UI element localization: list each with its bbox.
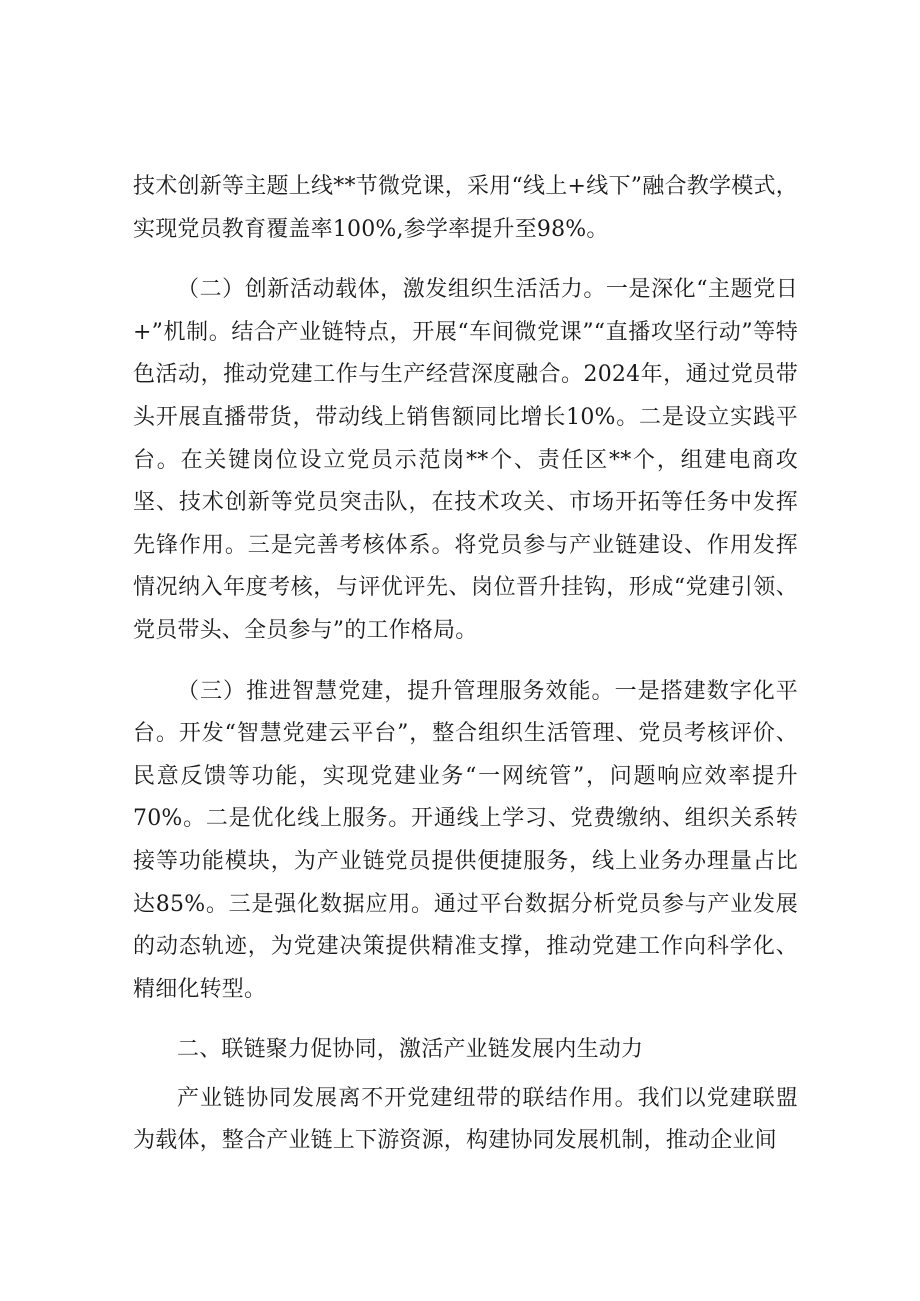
document-body — [133, 166, 798, 1163]
paragraph-continuation: 技术创新等主题上线**节微党课，采用“线上+线下”融合教学模式，实现党员教育覆盖率100%,参学率提升至98%。 — [133, 174, 798, 242]
paragraph-section-3: （三）推进智慧党建，提升管理服务效能。一是搭建数字化平台。开发“智慧党建云平台”，整合组织生活管理、党员考核评价、民意反馈等功能，实现党建业务“一网统管”，问题响应效率提升70%。二是优化线上服务。开通线上学习、党费缴纳、组织关系转接等功能模块，为产业链党员提供便捷服务，线上业务办理量占比达85%。三是强化数据应用。通过平台数据分析党员参与产业发展的动态轨迹，为党建决策提供精准支撑，推动党建工作向科学化、精细化转型。 — [133, 678, 798, 1002]
paragraph-section-2: （二）创新活动载体，激发组织生活活力。一是深化“主题党日+”机制。结合产业链特点，开展“车间微党课”“直播攻坚行动”等特色活动，推动党建工作与生产经营深度融合。2024年，通过党员带头开展直播带货，带动线上销售额同比增长10%。二是设立实践平台。在关键岗位设立党员示范岗**个、责任区**个，组建电商攻坚、技术创新等党员突击队，在技术攻关、市场开拓等任务中发挥先锋作用。三是完善考核体系。将党员参与产业链建设、作用发挥情况纳入年度考核，与评优评先、岗位晋升挂钩，形成“党建引领、党员带头、全员参与”的工作格局。 — [133, 277, 798, 643]
paragraph-intro: 产业链协同发展离不开党建纽带的联结作用。我们以党建联盟为载体，整合产业链上下游资源，构建协同发展机制，推动企业间 — [133, 1085, 798, 1154]
section-heading: 二、联链聚力促协同，激活产业链发展内生动力 — [177, 1037, 644, 1063]
